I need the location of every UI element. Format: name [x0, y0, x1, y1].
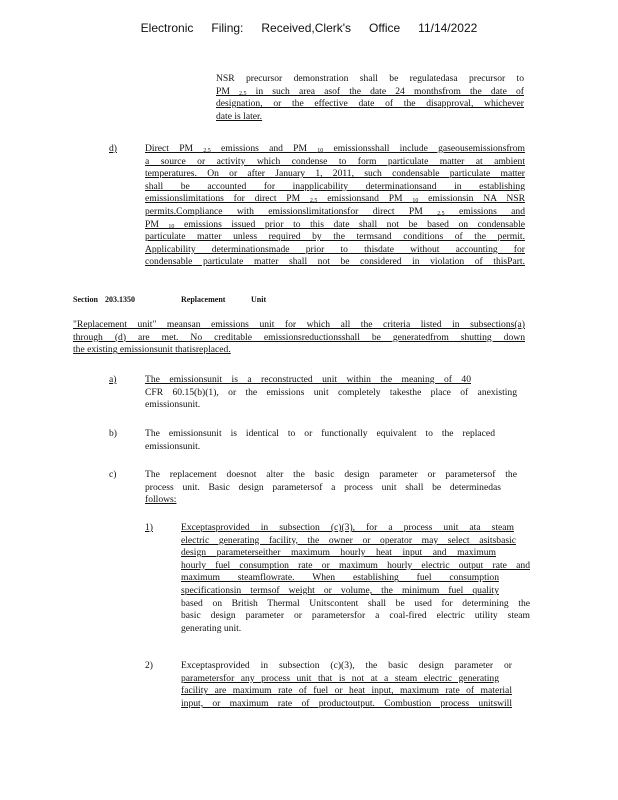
- item-c2-line: facility are maximum rate of fuel or heat input, maximum rate of material: [181, 685, 512, 697]
- nsr-line-2: PM $_{2.5}$ in such area asof the date 24 monthsfrom the date of: [216, 85, 524, 97]
- filing-header: [0, 21, 618, 35]
- nsr-line-3: designation, or the effective date of the disapproval, whichever: [216, 98, 524, 110]
- item-c-paragraph: [145, 469, 517, 507]
- item-c1-line: maximum steamflowrate. When establishing fuel consumption: [181, 572, 499, 584]
- item-d-line: a source or activity which condense to form particulate matter at ambient: [145, 155, 525, 167]
- section-title-2: Unit: [251, 295, 267, 304]
- item-d-line: temperatures. On or after January 1, 2011, such condensable particulate matter: [145, 168, 525, 180]
- definition-line: through (d) are met. No creditable emissionsreductionsshall be generatedfrom shutting down: [73, 331, 525, 343]
- definition-line: "Replacement unit" meansan emissions unit for which all the criteria listed in subsections(a): [73, 319, 525, 330]
- item-c-line: follows:: [145, 494, 177, 506]
- item-d-line: condensable particulate matter shall not be considered in violation of thisPart.: [145, 256, 525, 268]
- item-d-label: d): [109, 143, 117, 154]
- item-c2-line: parametersfor any process unit that is not at a steam electric generating: [181, 672, 499, 684]
- item-c1-label: 1): [145, 522, 153, 533]
- item-c1-line: based on British Thermal Unitscontent shall be used for determining the: [181, 597, 530, 609]
- definition-paragraph: [73, 319, 525, 357]
- item-c2-line: Exceptasprovided in subsection (c)(3), the basic design parameter or: [181, 660, 512, 671]
- item-b-line: The emissionsunit is identical to or functionally equivalent to the replaced: [145, 428, 495, 439]
- item-a-line: CFR 60.15(b)(1), or the emissions unit completely takesthe place of anexisting: [145, 386, 517, 398]
- item-a-line: emissionsunit.: [145, 399, 201, 411]
- item-b-line: emissionsunit.: [145, 440, 201, 452]
- nsr-line-4: date is later.: [216, 110, 263, 122]
- item-c1-line: Exceptasprovided in subsection (c)(3), for a process unit ata steam: [181, 522, 514, 533]
- item-c-line: The replacement doesnot alter the basic design parameter or parametersof the: [145, 469, 517, 480]
- definition-line: the existing emissionsunit thatisreplaced.: [73, 344, 231, 356]
- item-d-line: Direct PM $_{2.5}$ emissions and PM $_{10}$ emissionsshall include gaseousemissionsfrom: [145, 143, 525, 154]
- item-d-line: permits.Compliance with emissionslimitationsfor direct PM $_{2.5}$ emissions and: [145, 205, 526, 217]
- nsr-line-1: NSR precursor demonstration shall be regulatedasa precursor to: [216, 73, 524, 84]
- header-electronic: Electronic: [140, 21, 194, 35]
- header-date: 11/14/2022: [418, 21, 478, 35]
- item-a-label: a): [109, 374, 117, 385]
- item-c2-paragraph: [181, 660, 512, 710]
- item-c1-line: specificationsin termsof weight or volume, the minimum fuel quality: [181, 584, 499, 596]
- header-office: Office: [369, 21, 401, 35]
- item-d-line: shall be accounted for inapplicability determinationsand in establishing: [145, 180, 525, 192]
- section-number: 203.1350: [105, 295, 135, 304]
- item-a-paragraph: [145, 374, 517, 412]
- item-d-line: particulate matter unless required by the termsand conditions of the permit.: [145, 231, 525, 243]
- item-b-label: b): [109, 428, 117, 439]
- section-label: Section: [73, 295, 98, 304]
- item-a-line: The emissionsunit is a reconstructed unit within the meaning of 40: [145, 374, 471, 385]
- item-d-line: PM $_{10}$ emissions issued prior to this date shall not be based on condensable: [145, 218, 526, 230]
- item-c1-paragraph: [181, 522, 530, 635]
- item-d-line: emissionslimitations for direct PM $_{2.5}$ emissionsand PM $_{10}$ emissionsin NA NSR: [145, 193, 525, 205]
- item-c2-label: 2): [145, 660, 153, 671]
- item-b-paragraph: [145, 428, 495, 453]
- item-c-label: c): [109, 469, 117, 480]
- item-c2-line: input, or maximum rate of productoutput. Combustion process unitswill: [181, 697, 512, 709]
- item-c1-line: basic design parameter or parametersfor a coal-fired electric utility steam: [181, 610, 530, 622]
- item-c1-line: design parameterseither maximum hourly heat input and maximum: [181, 547, 496, 559]
- item-c1-line: hourly fuel consumption rate or maximum hourly electric output rate and: [181, 559, 530, 571]
- item-d-paragraph: [145, 143, 525, 269]
- nsr-precursor-paragraph: [216, 73, 524, 123]
- item-c-line: process unit. Basic design parametersof a process unit shall be determinedas: [145, 481, 501, 493]
- section-title-1: Replacement: [181, 295, 226, 304]
- item-d-line: Applicability determinationsmade prior to thisdate without accounting for: [145, 243, 525, 255]
- item-c1-line: electric generating facility, the owner or operator may select asitsbasic: [181, 534, 516, 546]
- header-filing: Filing:: [211, 21, 244, 35]
- section-heading: [73, 295, 273, 304]
- item-c1-line: generating unit.: [181, 622, 242, 634]
- header-received: Received,Clerk's: [261, 21, 352, 35]
